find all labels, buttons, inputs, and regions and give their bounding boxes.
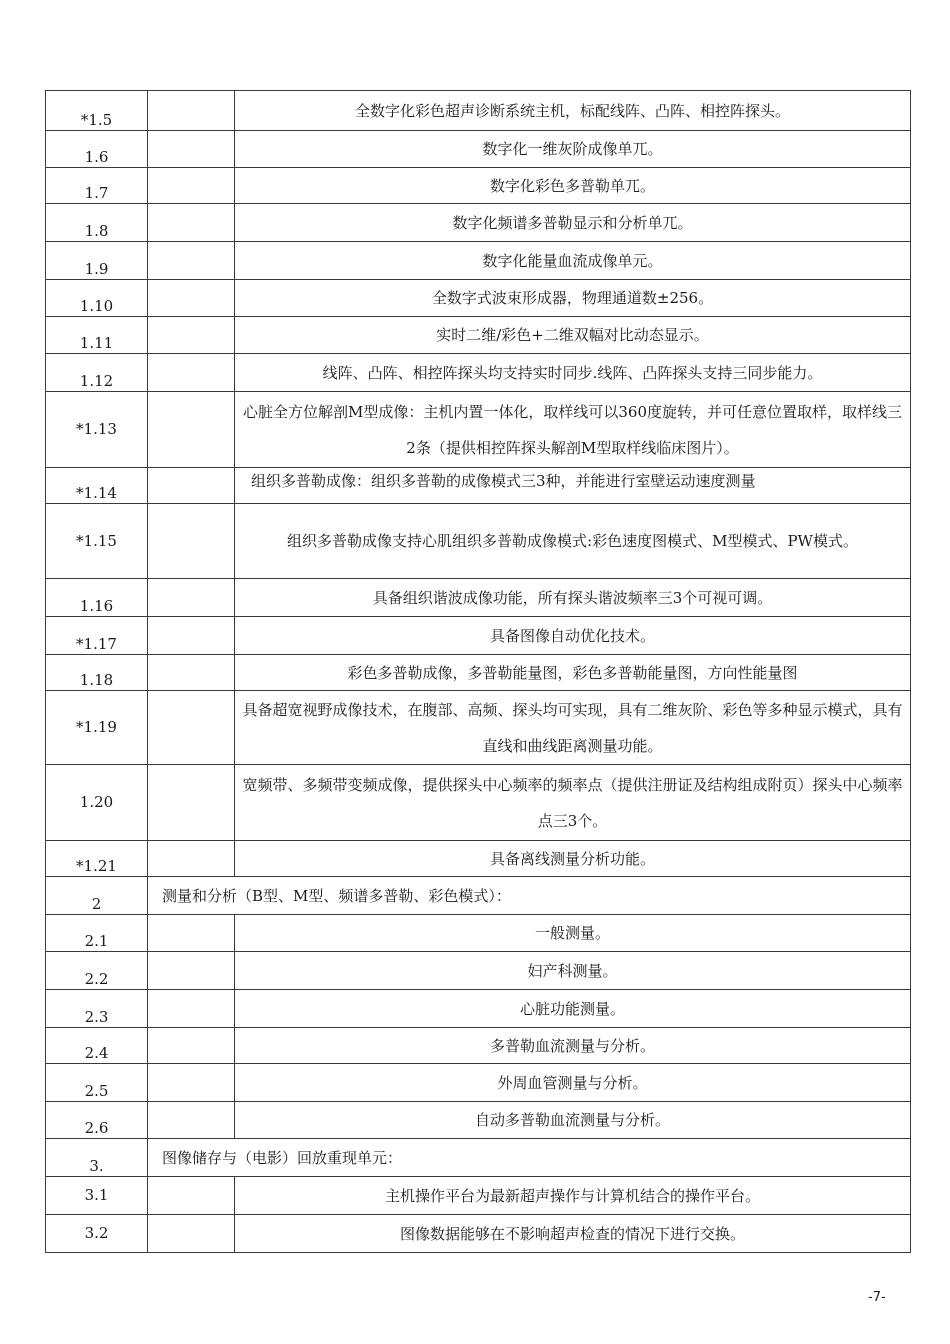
- table-row: [46, 841, 911, 877]
- table-row: [46, 877, 911, 915]
- item-description: 心脏全方位解剖M型成像：主机内置一体化，取样线可以360度旋转，并可任意位置取样，取样线三2条（提供相控阵探头解剖M型取样线临床图片）。: [235, 392, 911, 468]
- blank-cell: [148, 504, 235, 579]
- blank-cell: [148, 655, 235, 691]
- item-description: 具备超宽视野成像技术，在腹部、高频、探头均可实现，具有二维灰阶、彩色等多种显示模式，具有直线和曲线距离测量功能。: [235, 691, 911, 765]
- blank-cell: [148, 915, 235, 952]
- table-row: [46, 1102, 911, 1139]
- item-number: 1.8: [46, 204, 148, 242]
- item-description: 一般测量。: [235, 915, 911, 952]
- item-number: 1.11: [46, 317, 148, 354]
- item-number: *1.5: [46, 91, 148, 131]
- item-number: 3.2: [46, 1215, 148, 1253]
- table-row: [46, 915, 911, 952]
- blank-cell: [148, 579, 235, 617]
- table-row: [46, 617, 911, 655]
- table-row: [46, 1064, 911, 1102]
- blank-cell: [148, 617, 235, 655]
- table-row: [46, 317, 911, 354]
- blank-cell: [148, 168, 235, 204]
- item-description: 具备离线测量分析功能。: [235, 841, 911, 877]
- blank-cell: [148, 242, 235, 280]
- blank-cell: [148, 317, 235, 354]
- item-description: 彩色多普勒成像，多普勒能量图，彩色多普勒能量图，方向性能量图: [235, 655, 911, 691]
- blank-cell: [148, 91, 235, 131]
- table-row: [46, 1139, 911, 1177]
- item-number: 1.6: [46, 131, 148, 168]
- table-row: [46, 952, 911, 990]
- table-row: [46, 168, 911, 204]
- item-description: 外周血管测量与分析。: [235, 1064, 911, 1102]
- item-description: 全数字式波束形成器，物理通道数±256。: [235, 280, 911, 317]
- item-description: 具备组织谐波成像功能，所有探头谐波频率三3个可视可调。: [235, 579, 911, 617]
- item-number: 2.4: [46, 1028, 148, 1064]
- item-number: 1.7: [46, 168, 148, 204]
- page-number: -7-: [868, 1290, 886, 1305]
- item-number: 1.16: [46, 579, 148, 617]
- section-heading: 图像储存与（电影）回放重现单元：: [148, 1139, 911, 1177]
- blank-cell: [148, 280, 235, 317]
- item-number: 3.1: [46, 1177, 148, 1215]
- blank-cell: [148, 990, 235, 1028]
- item-number: 3.: [46, 1139, 148, 1177]
- table-row: [46, 504, 911, 579]
- table-row: [46, 1215, 911, 1253]
- item-number: 2.3: [46, 990, 148, 1028]
- item-description: 主机操作平台为最新超声操作与计算机结合的操作平台。: [235, 1177, 911, 1215]
- item-number: *1.14: [46, 468, 148, 504]
- table-row: [46, 242, 911, 280]
- item-description: 数字化一维灰阶成像单兀。: [235, 131, 911, 168]
- item-number: *1.19: [46, 691, 148, 765]
- table-row: [46, 691, 911, 765]
- blank-cell: [148, 1028, 235, 1064]
- item-description: 组织多普勒成像支持心肌组织多普勒成像模式:彩色速度图模式、M型模式、PW模式。: [235, 504, 911, 579]
- item-description: 宽频带、多频带变频成像，提供探头中心频率的频率点（提供注册证及结构组成附页）探头中心频率点三3个。: [235, 765, 911, 841]
- item-number: 1.18: [46, 655, 148, 691]
- item-description: 多普勒血流测量与分析。: [235, 1028, 911, 1064]
- item-number: 1.20: [46, 765, 148, 841]
- item-description: 妇产科测量。: [235, 952, 911, 990]
- item-number: *1.13: [46, 392, 148, 468]
- item-description: 数字化频谱多普勒显示和分析单兀。: [235, 204, 911, 242]
- item-number: *1.21: [46, 841, 148, 877]
- item-number: 2.6: [46, 1102, 148, 1139]
- table-row: [46, 1177, 911, 1215]
- table-row: [46, 91, 911, 131]
- table-row: [46, 655, 911, 691]
- item-number: *1.15: [46, 504, 148, 579]
- item-description: 组织多普勒成像：组织多普勒的成像模式三3种，并能进行室壁运动速度测量: [235, 468, 911, 504]
- item-description: 实时二维/彩色+二维双幅对比动态显示。: [235, 317, 911, 354]
- table-row: [46, 765, 911, 841]
- section-heading: 测量和分析（B型、M型、频谱多普勒、彩色模式）：: [148, 877, 911, 915]
- blank-cell: [148, 691, 235, 765]
- blank-cell: [148, 1102, 235, 1139]
- table-row: [46, 392, 911, 468]
- table-row: [46, 468, 911, 504]
- table-row: [46, 1028, 911, 1064]
- item-description: 具备图像自动优化技术。: [235, 617, 911, 655]
- item-description: 数字化彩色多普勒单兀。: [235, 168, 911, 204]
- item-number: 2.2: [46, 952, 148, 990]
- item-number: 2.1: [46, 915, 148, 952]
- item-description: 图像数据能够在不影响超声检查的情况下进行交换。: [235, 1215, 911, 1253]
- item-description: 数字化能量血流成像单元。: [235, 242, 911, 280]
- item-description: 全数字化彩色超声诊断系统主机，标配线阵、凸阵、相控阵探头。: [235, 91, 911, 131]
- blank-cell: [148, 204, 235, 242]
- blank-cell: [148, 354, 235, 392]
- item-description: 心脏功能测量。: [235, 990, 911, 1028]
- table-row: [46, 131, 911, 168]
- spec-table: [45, 90, 911, 1253]
- item-description: 线阵、凸阵、相控阵探头均支持实时同步.线阵、凸阵探头支持三同步能力。: [235, 354, 911, 392]
- blank-cell: [148, 1177, 235, 1215]
- item-number: 1.9: [46, 242, 148, 280]
- blank-cell: [148, 468, 235, 504]
- table-row: [46, 280, 911, 317]
- blank-cell: [148, 1215, 235, 1253]
- item-number: 2.5: [46, 1064, 148, 1102]
- item-description: 自动多普勒血流测量与分析。: [235, 1102, 911, 1139]
- blank-cell: [148, 765, 235, 841]
- table-row: [46, 990, 911, 1028]
- item-number: *1.17: [46, 617, 148, 655]
- blank-cell: [148, 1064, 235, 1102]
- item-number: 2: [46, 877, 148, 915]
- blank-cell: [148, 841, 235, 877]
- table-row: [46, 354, 911, 392]
- item-number: 1.12: [46, 354, 148, 392]
- table-row: [46, 579, 911, 617]
- blank-cell: [148, 952, 235, 990]
- item-number: 1.10: [46, 280, 148, 317]
- table-row: [46, 204, 911, 242]
- blank-cell: [148, 392, 235, 468]
- blank-cell: [148, 131, 235, 168]
